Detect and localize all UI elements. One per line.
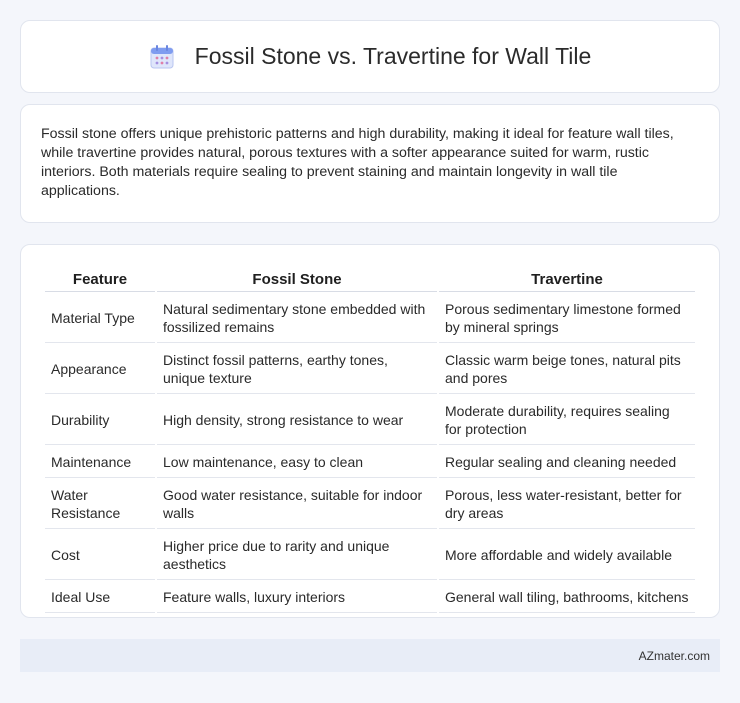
fossil-stone-cell: Natural sedimentary stone embedded with fossilized remains	[157, 294, 437, 343]
fossil-stone-cell: Higher price due to rarity and unique aesthetics	[157, 531, 437, 580]
page-title: Fossil Stone vs. Travertine for Wall Tile	[194, 43, 592, 69]
title-card	[20, 20, 720, 93]
feature-cell: Material Type	[45, 294, 155, 343]
table-header-row	[45, 267, 695, 292]
intro-card	[20, 104, 720, 223]
footer	[20, 639, 720, 672]
fossil-stone-cell: Low maintenance, easy to clean	[157, 447, 437, 478]
travertine-cell: Classic warm beige tones, natural pits and pores	[439, 345, 695, 394]
feature-cell: Ideal Use	[45, 582, 155, 613]
feature-cell: Appearance	[45, 345, 155, 394]
intro-paragraph: Fossil stone offers unique prehistoric patterns and high durability, making it ideal for feature wall tiles, while travertine provides natural, porous textures with a softer appearance suited for warm, rustic interiors. Both materials require sealing to prevent staining and maintain longevity in wall tile applications.	[41, 126, 674, 199]
table-row	[45, 582, 695, 613]
feature-cell: Maintenance	[45, 447, 155, 478]
travertine-cell: General wall tiling, bathrooms, kitchens	[439, 582, 695, 613]
table-row	[45, 531, 695, 580]
comparison-table	[43, 265, 697, 615]
travertine-cell: Regular sealing and cleaning needed	[439, 447, 695, 478]
travertine-cell: Porous, less water-resistant, better for dry areas	[439, 480, 695, 529]
travertine-cell: Moderate durability, requires sealing for protection	[439, 396, 695, 445]
footer-site-name: AZmater.com	[638, 648, 710, 663]
feature-cell: Durability	[45, 396, 155, 445]
table-row	[45, 396, 695, 445]
table-row	[45, 294, 695, 343]
table-row	[45, 447, 695, 478]
header-fossil-stone: Fossil Stone	[157, 267, 437, 292]
feature-cell: Cost	[45, 531, 155, 580]
fossil-stone-cell: Feature walls, luxury interiors	[157, 582, 437, 613]
fossil-stone-cell: Distinct fossil patterns, earthy tones, unique texture	[157, 345, 437, 394]
comparison-table-card	[20, 244, 720, 618]
table-row	[45, 480, 695, 529]
travertine-cell: Porous sedimentary limestone formed by mineral springs	[439, 294, 695, 343]
calendar-icon	[149, 44, 175, 70]
fossil-stone-cell: High density, strong resistance to wear	[157, 396, 437, 445]
travertine-cell: More affordable and widely available	[439, 531, 695, 580]
header-travertine: Travertine	[439, 267, 695, 292]
fossil-stone-cell: Good water resistance, suitable for indoor walls	[157, 480, 437, 529]
feature-cell: Water Resistance	[45, 480, 155, 529]
table-row	[45, 345, 695, 394]
header-feature: Feature	[45, 267, 155, 292]
